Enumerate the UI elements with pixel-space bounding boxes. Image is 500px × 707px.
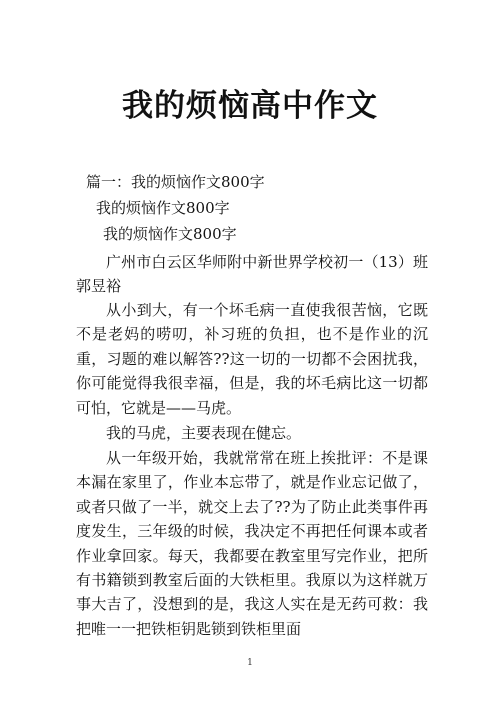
heading-line-1: 篇一：我的烦恼作文800字 — [86, 173, 265, 191]
paragraph-2: 我的马虎，主要表现在健忘。 — [106, 424, 302, 442]
author-line: 广州市白云区华师附中新世界学校初一（13）班 郭昱裕 — [76, 253, 444, 296]
document-title: 我的烦恼高中作文 — [122, 88, 378, 124]
heading-line-2: 我的烦恼作文800字 — [96, 199, 230, 217]
heading-line-3: 我的烦恼作文800字 — [103, 225, 237, 243]
paragraph-3: 从一年级开始，我就常常在班上挨批评：不是课本漏在家里了，作业本忘带了，就是作业忘记做了，或者只做了一半，就交上去了??为了防止此类事件再度发生，三年级的时候，我决定不再把任何课本或者作业拿回家。每天，我都要在教室里写完作业，把所有书籍锁到教室后面的大铁柜里。我原以为这样就万事大吉了，没想到的是，我这人实在是无药可救：我把唯一一把铁柜钥匙锁到铁柜里面 — [76, 449, 428, 638]
page-number: 1 — [247, 658, 253, 668]
paragraph-1: 从小到大，有一个坏毛病一直使我很苦恼，它既不是老妈的唠叨，补习班的负担，也不是作业的沉重，习题的难以解答??这一切的一切都不会困扰我，你可能觉得我很幸福，但是，我的坏毛病比这一切都可怕，它就是——马虎。 — [76, 301, 428, 417]
